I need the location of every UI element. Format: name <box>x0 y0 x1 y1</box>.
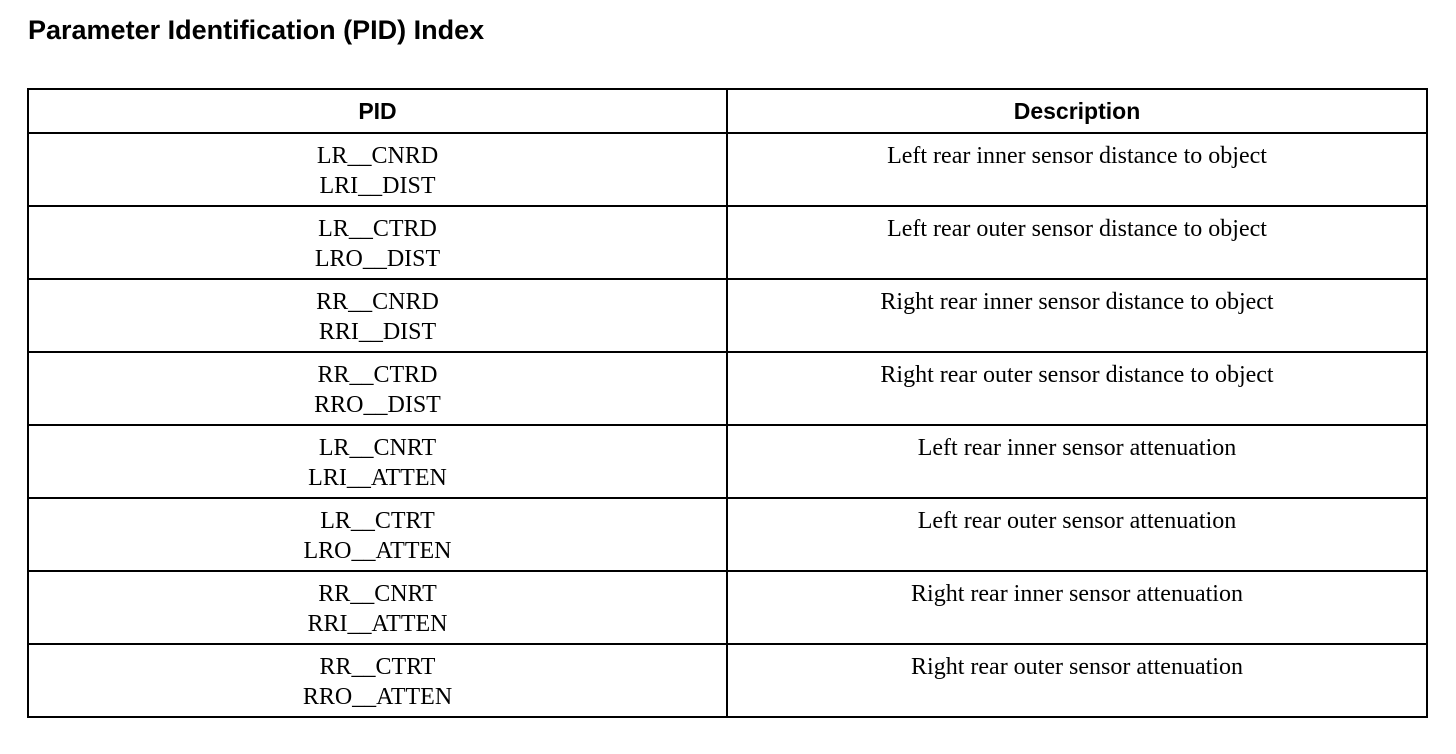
pid-alias: LRI__ATTEN <box>308 465 447 491</box>
description-cell: Right rear inner sensor distance to object <box>727 279 1427 352</box>
pid-alias: RRO__ATTEN <box>302 684 453 710</box>
description-cell: Right rear outer sensor distance to object <box>727 352 1427 425</box>
description-cell: Left rear outer sensor distance to object <box>727 206 1427 279</box>
pid-alias: RRO__DIST <box>314 392 441 418</box>
pid-cell <box>28 279 727 352</box>
pid-cell <box>28 206 727 279</box>
pid-name: LR__CNRT <box>318 435 437 461</box>
table-row <box>28 498 1427 571</box>
description-cell: Right rear outer sensor attenuation <box>727 644 1427 717</box>
pid-name: LR__CTRD <box>318 216 437 242</box>
description-cell: Left rear inner sensor attenuation <box>727 425 1427 498</box>
pid-name: RR__CTRT <box>319 654 436 680</box>
table-row <box>28 133 1427 206</box>
pid-cell <box>28 352 727 425</box>
pid-cell <box>28 425 727 498</box>
pid-cell <box>28 644 727 717</box>
description-cell: Left rear outer sensor attenuation <box>727 498 1427 571</box>
page-title: Parameter Identification (PID) Index <box>28 15 485 45</box>
pid-alias: RRI__DIST <box>318 319 437 345</box>
pid-cell <box>28 133 727 206</box>
pid-alias: LRO__ATTEN <box>303 538 452 564</box>
table-row <box>28 279 1427 352</box>
column-header-pid: PID <box>28 89 727 133</box>
pid-cell <box>28 571 727 644</box>
description-cell: Right rear inner sensor attenuation <box>727 571 1427 644</box>
pid-alias: LRI__DIST <box>319 173 436 199</box>
table-row <box>28 644 1427 717</box>
table-row <box>28 425 1427 498</box>
table-row <box>28 352 1427 425</box>
pid-name: RR__CNRT <box>318 581 437 607</box>
pid-alias: LRO__DIST <box>314 246 441 272</box>
table-row <box>28 206 1427 279</box>
table-row <box>28 571 1427 644</box>
pid-name: RR__CTRD <box>317 362 438 388</box>
column-header-description: Description <box>727 89 1427 133</box>
pid-index-table <box>27 88 1428 718</box>
description-cell: Left rear inner sensor distance to object <box>727 133 1427 206</box>
table-header-row <box>28 89 1427 133</box>
pid-cell <box>28 498 727 571</box>
pid-name: RR__CNRD <box>316 289 439 315</box>
pid-alias: RRI__ATTEN <box>307 611 448 637</box>
pid-name: LR__CTRT <box>320 508 435 534</box>
pid-name: LR__CNRD <box>316 143 439 169</box>
